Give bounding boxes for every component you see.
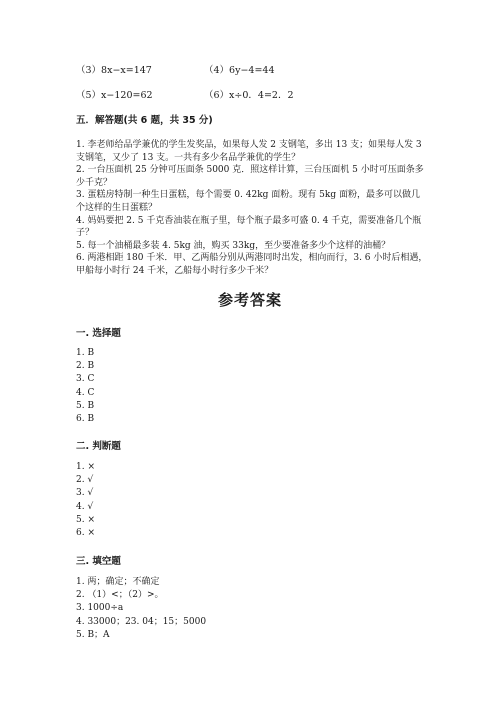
equation-item: （5）x−120=62 xyxy=(76,90,153,101)
answer-item: 4. √ xyxy=(76,501,94,512)
problem-item: 3. 蛋糕房特制一种生日蛋糕，每个需要 0. 42kg 面粉。现有 5kg 面粉，最多可以做几个这样的生日蛋糕？ xyxy=(76,190,420,213)
problem-item: 5. 每一个油桶最多装 4. 5kg 油，购买 33kg，至少要准备多少个这样的油桶？ xyxy=(76,240,391,251)
problem-item: 2. 一台压面机 25 分钟可压面条 5000 克．照这样计算，三台压面机 5 小时可压面条多少千克？ xyxy=(76,165,424,188)
answer-item: 2. √ xyxy=(76,475,94,486)
section-title: 五．解答题(共 6 题，共 35 分) xyxy=(76,115,213,126)
problem-item: 1. 李老师给品学兼优的学生发奖品，如果每人发 2 支钢笔，多出 13 支；如果每人发 3 支钢笔，又少了 13 支。一共有多少名品学兼优的学生？ xyxy=(76,140,422,163)
answer-key-title: 参考答案 xyxy=(217,291,282,309)
equation-item: （3）8x−x=147 xyxy=(76,65,152,76)
answer-item: 5. × xyxy=(76,514,95,525)
answer-item: 1. × xyxy=(76,462,95,472)
answer-item: 6. B xyxy=(76,414,95,425)
answer-item: 4. C xyxy=(76,387,95,398)
answer-item: 1. 两；确定；不确定 xyxy=(76,577,160,587)
answer-item: 3. 1000÷a xyxy=(76,603,124,614)
answer-list xyxy=(76,576,206,642)
answer-list xyxy=(76,347,94,426)
equation-row xyxy=(76,87,332,101)
answer-list xyxy=(76,461,95,540)
section-title: 二. 判断题 xyxy=(76,441,121,452)
answer-item: 3. √ xyxy=(76,488,94,499)
answer-item: 4. 33000；23. 04；15；5000 xyxy=(76,616,207,627)
answer-item: 1. B xyxy=(76,348,95,358)
answer-item: 6. × xyxy=(76,528,95,539)
problem-item: 6. 两港相距 180 千米．甲、乙两船分别从两港同时出发，相向而行，3. 6 小时后相遇，甲船每小时行 24 千米，乙船每小时行多少千米？ xyxy=(76,253,428,276)
answer-item: 2. B xyxy=(76,361,95,372)
answer-item: 5. B xyxy=(76,400,95,411)
problem-item: 4. 妈妈要把 2. 5 千克香油装在瓶子里，每个瓶子最多可盛 0. 4 千克，需要准备几个瓶子？ xyxy=(76,215,422,239)
answer-item: 2. （1）<；（2）>。 xyxy=(76,590,164,601)
section-title: 一. 选择题 xyxy=(76,328,121,339)
equation-item: （6）x÷0．4=2．2 xyxy=(204,90,294,101)
equation-row xyxy=(76,62,332,76)
answer-item: 3. C xyxy=(76,374,95,385)
section-title: 三. 填空题 xyxy=(76,556,121,567)
problem-list xyxy=(76,139,428,278)
answer-item: 5. B；A xyxy=(76,629,110,640)
equation-item: （4）6y−4=44 xyxy=(204,65,275,76)
